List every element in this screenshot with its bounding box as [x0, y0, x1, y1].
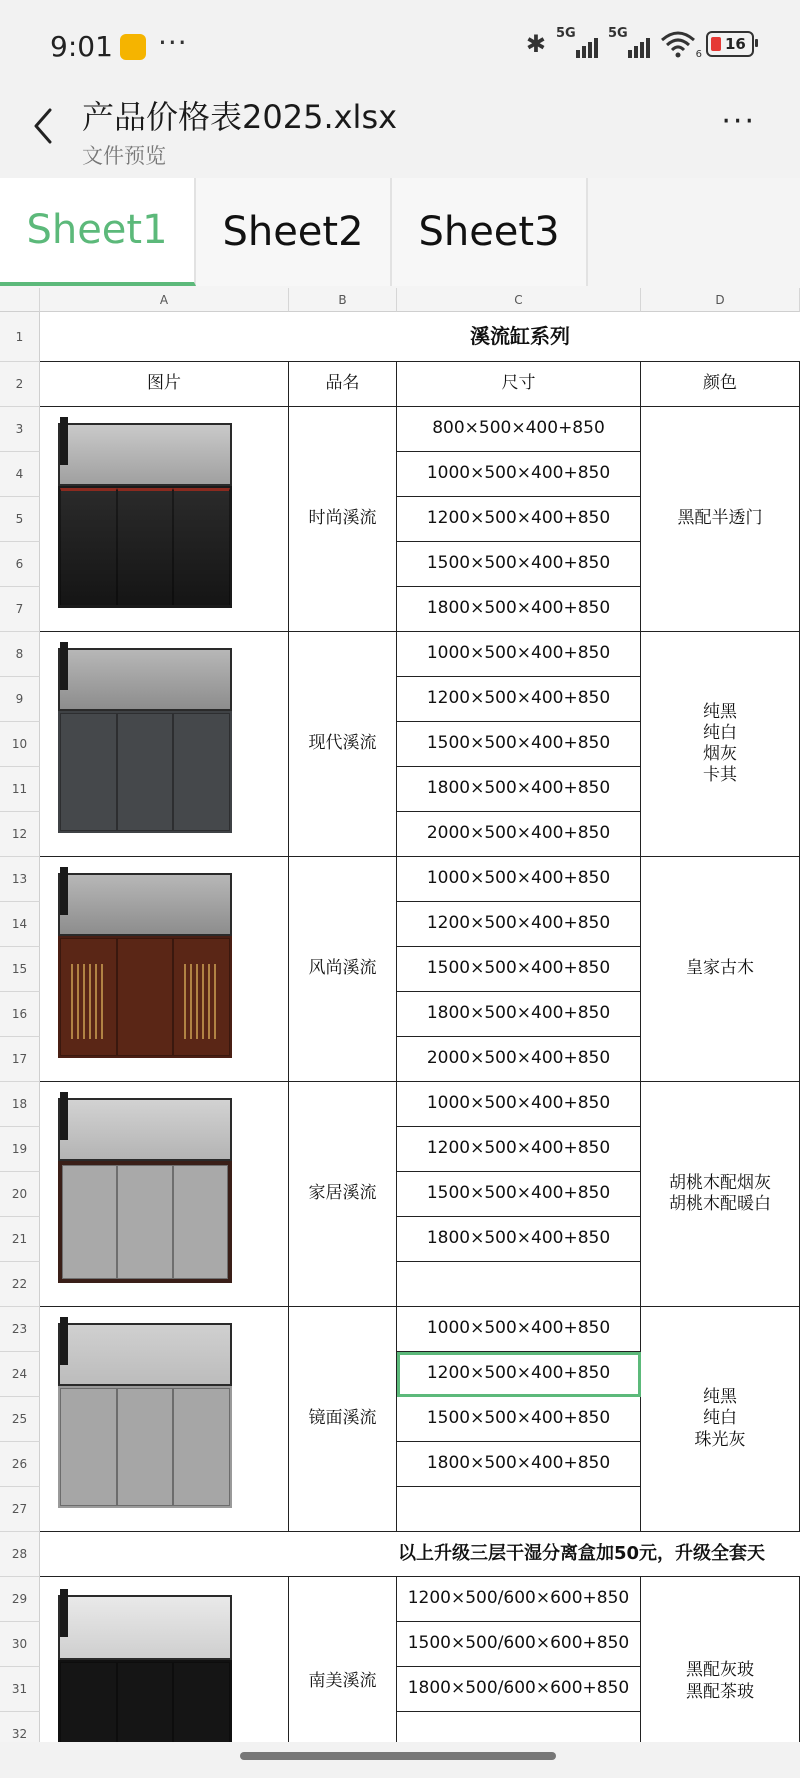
- overflow-pipe: [60, 417, 68, 465]
- cabinet-door: [173, 1662, 230, 1742]
- cabinet-door: [117, 488, 174, 606]
- row-header[interactable]: 22: [0, 1262, 40, 1307]
- size-cell[interactable]: 1800×500×400+850: [397, 992, 641, 1037]
- column-header-d[interactable]: D: [641, 288, 800, 312]
- size-cell[interactable]: 1200×500×400+850: [397, 677, 641, 722]
- cabinet-door: [117, 1662, 174, 1742]
- row-header[interactable]: 24: [0, 1352, 40, 1397]
- size-cell[interactable]: 1000×500×400+850: [397, 452, 641, 497]
- cabinet: [58, 486, 232, 608]
- more-notifications-icon: ···: [158, 26, 188, 59]
- more-options-button[interactable]: ···: [721, 104, 756, 139]
- cabinet-door: [60, 938, 117, 1056]
- overflow-pipe: [60, 1589, 68, 1637]
- size-cell[interactable]: 1800×500×400+850: [397, 1442, 641, 1487]
- signal-label: 5G: [556, 26, 576, 41]
- notification-app-icon: [120, 34, 146, 60]
- row-header[interactable]: 14: [0, 902, 40, 947]
- cabinet-door: [60, 1388, 117, 1506]
- cabinet: [58, 936, 232, 1058]
- row-header[interactable]: 6: [0, 542, 40, 587]
- product-name-cell[interactable]: 家居溪流: [289, 1082, 397, 1307]
- file-subtitle: 文件预览: [82, 144, 166, 168]
- cabinet-door: [62, 1165, 117, 1279]
- row-header[interactable]: 8: [0, 632, 40, 677]
- battery-level: 16: [725, 35, 746, 53]
- select-all-corner[interactable]: [0, 288, 40, 312]
- product-image: [58, 1595, 232, 1742]
- signal-label-2: 5G: [608, 26, 628, 41]
- size-cell[interactable]: 1200×500×400+850: [397, 1127, 641, 1172]
- size-cell[interactable]: 1200×500×400+850: [397, 902, 641, 947]
- row-header[interactable]: 26: [0, 1442, 40, 1487]
- row-header[interactable]: 25: [0, 1397, 40, 1442]
- row-header[interactable]: 16: [0, 992, 40, 1037]
- header-color-cell[interactable]: 颜色: [641, 362, 800, 407]
- color-cell[interactable]: 黑配半透门: [641, 407, 800, 632]
- column-header-b[interactable]: B: [289, 288, 397, 312]
- size-cell[interactable]: 1500×500×400+850: [397, 542, 641, 587]
- size-cell[interactable]: 1000×500×400+850: [397, 1082, 641, 1127]
- product-image: [58, 1323, 232, 1508]
- door-lattice: [71, 964, 106, 1038]
- size-cell[interactable]: 1500×500×400+850: [397, 947, 641, 992]
- row-header[interactable]: 28: [0, 1532, 40, 1577]
- row-header[interactable]: 23: [0, 1307, 40, 1352]
- aquarium-tank: [58, 423, 232, 486]
- cabinet-door: [173, 713, 230, 831]
- cabinet: [58, 1161, 232, 1283]
- row-header[interactable]: 32: [0, 1712, 40, 1742]
- column-header-c[interactable]: C: [397, 288, 641, 312]
- cabinet-door: [173, 938, 230, 1056]
- home-indicator[interactable]: [240, 1752, 556, 1760]
- header-size-cell[interactable]: 尺寸: [397, 362, 641, 407]
- size-cell[interactable]: 800×500×400+850: [397, 407, 641, 452]
- size-cell[interactable]: 1800×500/600×600+850: [397, 1667, 641, 1712]
- aquarium-tank: [58, 1595, 232, 1660]
- cabinet-door: [173, 488, 230, 606]
- overflow-pipe: [60, 642, 68, 690]
- size-cell[interactable]: [397, 1487, 641, 1532]
- size-cell[interactable]: [397, 1262, 641, 1307]
- row-header[interactable]: 4: [0, 452, 40, 497]
- wifi-sub-label: 6: [695, 49, 702, 60]
- bluetooth-icon: ✱: [525, 30, 546, 58]
- aquarium-tank: [58, 1323, 232, 1386]
- cabinet: [58, 711, 232, 833]
- size-cell[interactable]: 1800×500×400+850: [397, 587, 641, 632]
- status-bar: [0, 0, 800, 90]
- back-button[interactable]: [24, 106, 64, 146]
- status-time: 9:01: [50, 30, 113, 63]
- cabinet-door: [117, 938, 174, 1056]
- aquarium-tank: [58, 1098, 232, 1161]
- row-header[interactable]: 21: [0, 1217, 40, 1262]
- product-name-cell[interactable]: 南美溪流: [289, 1577, 397, 1742]
- product-name-cell[interactable]: 现代溪流: [289, 632, 397, 857]
- app-header: [0, 90, 800, 176]
- chevron-left-icon: [24, 106, 64, 146]
- row-header[interactable]: 13: [0, 857, 40, 902]
- row-header[interactable]: 9: [0, 677, 40, 722]
- cabinet-door: [60, 1662, 117, 1742]
- spreadsheet-grid[interactable]: [0, 288, 800, 1742]
- size-cell[interactable]: 1200×500/600×600+850: [397, 1577, 641, 1622]
- row-header[interactable]: 11: [0, 767, 40, 812]
- cabinet: [58, 1386, 232, 1508]
- product-image: [58, 873, 232, 1058]
- row-header[interactable]: 12: [0, 812, 40, 857]
- header-image-cell[interactable]: 图片: [40, 362, 289, 407]
- size-cell[interactable]: 1500×500×400+850: [397, 1172, 641, 1217]
- overflow-pipe: [60, 1092, 68, 1140]
- size-cell[interactable]: 1800×500×400+850: [397, 767, 641, 812]
- row-header[interactable]: 2: [0, 362, 40, 407]
- product-image: [58, 648, 232, 833]
- size-cell[interactable]: 1000×500×400+850: [397, 857, 641, 902]
- row-header[interactable]: 7: [0, 587, 40, 632]
- cabinet: [58, 1660, 232, 1742]
- row-header[interactable]: 27: [0, 1487, 40, 1532]
- aquarium-tank: [58, 648, 232, 711]
- cabinet-door: [173, 1388, 230, 1506]
- row-header[interactable]: 3: [0, 407, 40, 452]
- size-cell[interactable]: 1200×500×400+850: [397, 497, 641, 542]
- size-cell[interactable]: 1200×500×400+850: [397, 1352, 641, 1397]
- product-image: [58, 423, 232, 608]
- tab-sheet3[interactable]: Sheet3: [392, 178, 588, 286]
- wifi-icon: [660, 30, 702, 60]
- file-title: 产品价格表2025.xlsx: [82, 98, 398, 136]
- cabinet-door: [173, 1165, 228, 1279]
- overflow-pipe: [60, 1317, 68, 1365]
- color-cell[interactable]: 纯黑 纯白 烟灰 卡其: [641, 632, 800, 857]
- signal-icon: [556, 26, 598, 58]
- color-cell[interactable]: 皇家古木: [641, 857, 800, 1082]
- size-cell[interactable]: 1500×500×400+850: [397, 722, 641, 767]
- tab-sheet1[interactable]: Sheet1: [0, 178, 196, 286]
- row-header[interactable]: 20: [0, 1172, 40, 1217]
- battery-icon: [706, 31, 754, 57]
- overflow-pipe: [60, 867, 68, 915]
- product-name-cell[interactable]: 风尚溪流: [289, 857, 397, 1082]
- size-cell[interactable]: 2000×500×400+850: [397, 1037, 641, 1082]
- size-cell[interactable]: 1000×500×400+850: [397, 1307, 641, 1352]
- column-header-a[interactable]: A: [40, 288, 289, 312]
- tab-bar-filler: [588, 178, 800, 288]
- header-name-cell[interactable]: 品名: [289, 362, 397, 407]
- row-header[interactable]: 17: [0, 1037, 40, 1082]
- sheet-title-cell[interactable]: 溪流缸系列: [40, 312, 800, 362]
- tab-sheet2[interactable]: Sheet2: [196, 178, 392, 286]
- color-cell[interactable]: 胡桃木配烟灰 胡桃木配暖白: [641, 1082, 800, 1307]
- color-cell[interactable]: 纯黑 纯白 珠光灰: [641, 1307, 800, 1532]
- cabinet-door: [117, 713, 174, 831]
- sheet-tabs: [0, 178, 800, 288]
- size-cell[interactable]: [397, 1712, 641, 1742]
- row-header[interactable]: 19: [0, 1127, 40, 1172]
- cabinet-door: [60, 488, 117, 606]
- row-header[interactable]: 30: [0, 1622, 40, 1667]
- row-header[interactable]: 1: [0, 312, 40, 362]
- row-header[interactable]: 5: [0, 497, 40, 542]
- product-name-cell[interactable]: 时尚溪流: [289, 407, 397, 632]
- cabinet-door: [117, 1165, 172, 1279]
- row-header[interactable]: 31: [0, 1667, 40, 1712]
- product-name-cell[interactable]: 镜面溪流: [289, 1307, 397, 1532]
- row-header[interactable]: 15: [0, 947, 40, 992]
- size-cell[interactable]: 1500×500/600×600+850: [397, 1622, 641, 1667]
- size-cell[interactable]: 2000×500×400+850: [397, 812, 641, 857]
- row-header[interactable]: 18: [0, 1082, 40, 1127]
- aquarium-tank: [58, 873, 232, 936]
- cabinet-door: [117, 1388, 174, 1506]
- row-header[interactable]: 10: [0, 722, 40, 767]
- signal-icon-2: [608, 26, 650, 58]
- upgrade-note-cell[interactable]: 以上升级三层干湿分离盒加50元，升级全套天: [40, 1532, 800, 1577]
- cabinet-door: [60, 713, 117, 831]
- size-cell[interactable]: 1000×500×400+850: [397, 632, 641, 677]
- product-image: [58, 1098, 232, 1283]
- size-cell[interactable]: 1500×500×400+850: [397, 1397, 641, 1442]
- color-cell[interactable]: 黑配灰玻 黑配茶玻: [641, 1577, 800, 1742]
- door-lattice: [184, 964, 219, 1038]
- size-cell[interactable]: 1800×500×400+850: [397, 1217, 641, 1262]
- row-header[interactable]: 29: [0, 1577, 40, 1622]
